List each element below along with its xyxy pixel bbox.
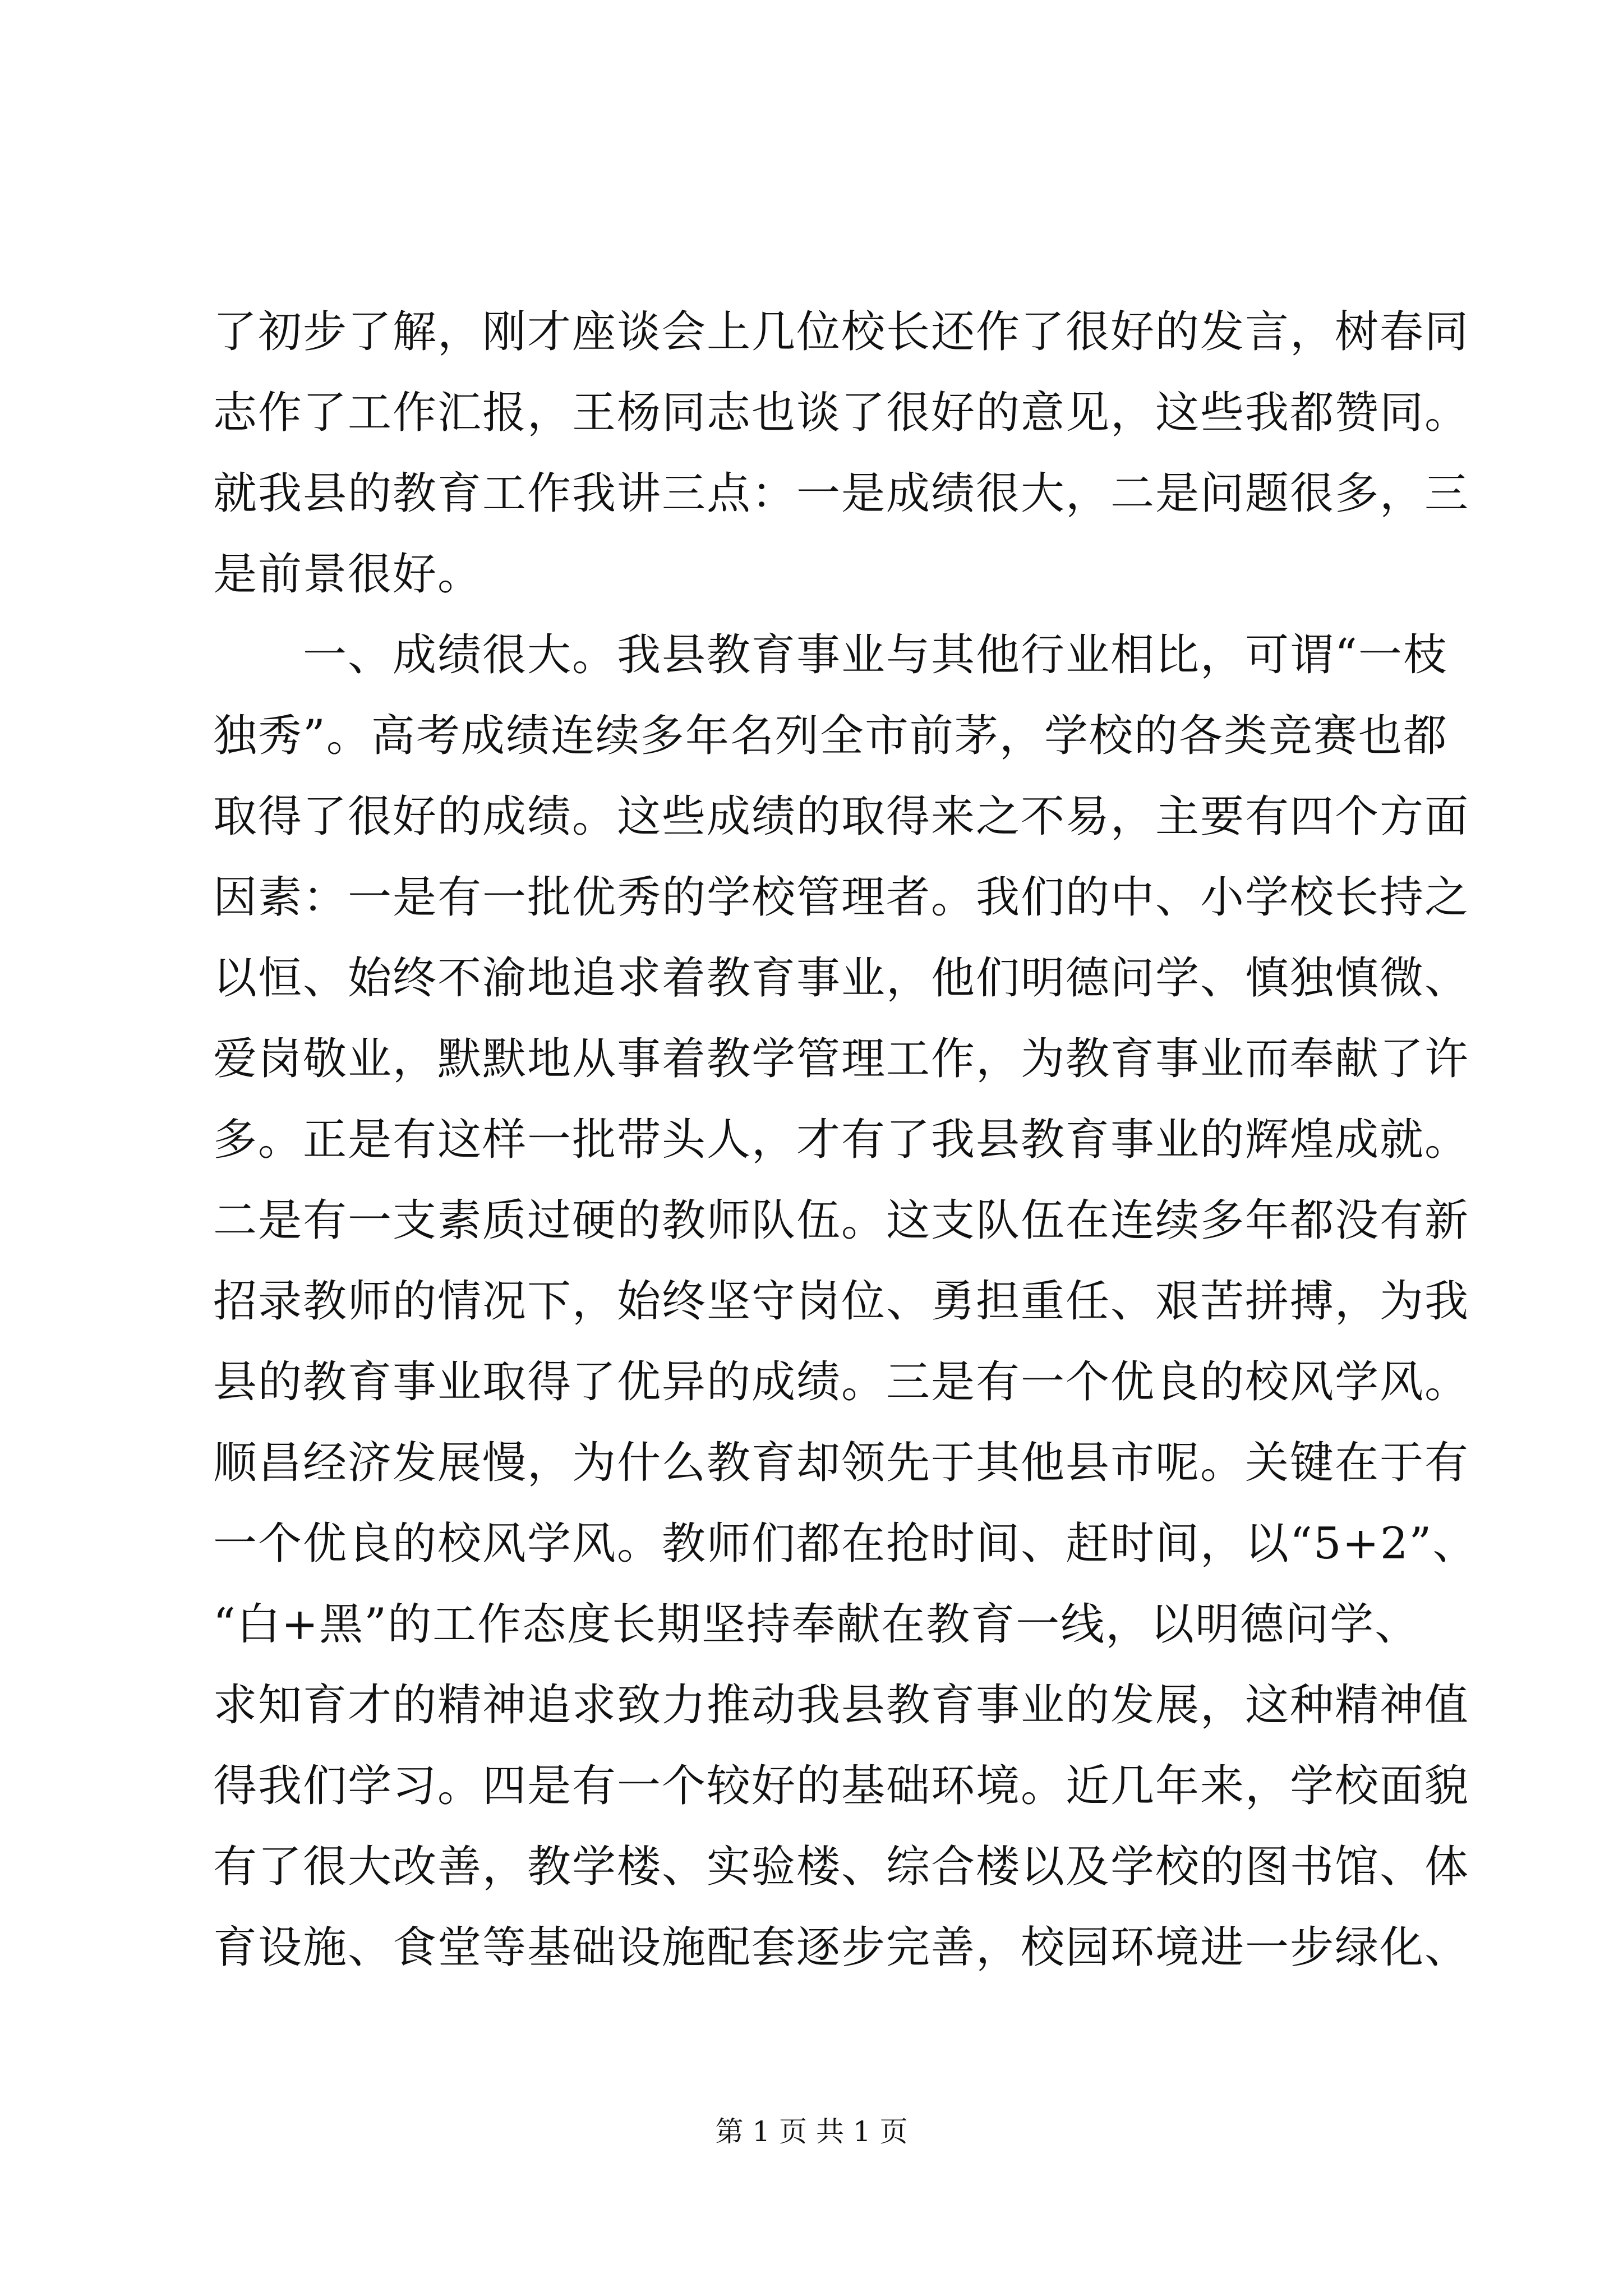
text-line: 独秀”。高考成绩连续多年名列全市前茅，学校的各类竞赛也都 xyxy=(213,711,1448,761)
text-line: 育设施、食堂等基础设施配套逐步完善，校园环境进一步绿化、 xyxy=(213,1922,1470,1973)
text-line: 了初步了解，刚才座谈会上几位校长还作了很好的发言，树春同 xyxy=(213,307,1470,357)
text-line: 得我们学习。四是有一个较好的基础环境。近几年来，学校面貌 xyxy=(213,1761,1470,1811)
text-line: 志作了工作汇报，王杨同志也谈了很好的意见，这些我都赞同。 xyxy=(213,388,1470,438)
text-line: 以恒、始终不渝地追求着教育事业，他们明德问学、慎独慎微、 xyxy=(213,953,1470,1004)
text-line: 县的教育事业取得了优异的成绩。三是有一个优良的校风学风。 xyxy=(213,1357,1470,1407)
page-footer xyxy=(0,2109,1623,2154)
text-line: “白+黑”的工作态度长期坚持奉献在教育一线，以明德问学、 xyxy=(213,1599,1420,1650)
text-line: 招录教师的情况下，始终坚守岗位、勇担重任、艰苦拼搏，为我 xyxy=(213,1276,1470,1327)
text-line: 一个优良的校风学风。教师们都在抢时间、赶时间，以“5+2”、 xyxy=(213,1519,1478,1569)
text-line: 取得了很好的成绩。这些成绩的取得来之不易，主要有四个方面 xyxy=(213,792,1470,842)
text-line: 因素：一是有一批优秀的学校管理者。我们的中、小学校长持之 xyxy=(213,872,1470,923)
text-line: 二是有一支素质过硬的教师队伍。这支队伍在连续多年都没有新 xyxy=(213,1195,1470,1246)
text-line: 求知育才的精神追求致力推动我县教育事业的发展，这种精神值 xyxy=(213,1680,1470,1731)
text-line: 就我县的教育工作我讲三点：一是成绩很大，二是问题很多，三 xyxy=(213,468,1470,519)
body-text xyxy=(213,292,1478,1988)
text-line: 顺昌经济发展慢，为什么教育却领先于其他县市呢。关键在于有 xyxy=(213,1438,1470,1488)
text-line: 一、成绩很大。我县教育事业与其他行业相比，可谓“一枝 xyxy=(213,630,1448,680)
page-number-label: 第 1 页 共 1 页 xyxy=(715,2115,908,2148)
text-line: 是前景很好。 xyxy=(213,549,483,600)
text-line: 多。正是有这样一批带头人，才有了我县教育事业的辉煌成就。 xyxy=(213,1115,1470,1165)
text-line: 爱岗敬业，默默地从事着教学管理工作，为教育事业而奉献了许 xyxy=(213,1034,1470,1084)
text-line: 有了很大改善，教学楼、实验楼、综合楼以及学校的图书馆、体 xyxy=(213,1842,1470,1892)
